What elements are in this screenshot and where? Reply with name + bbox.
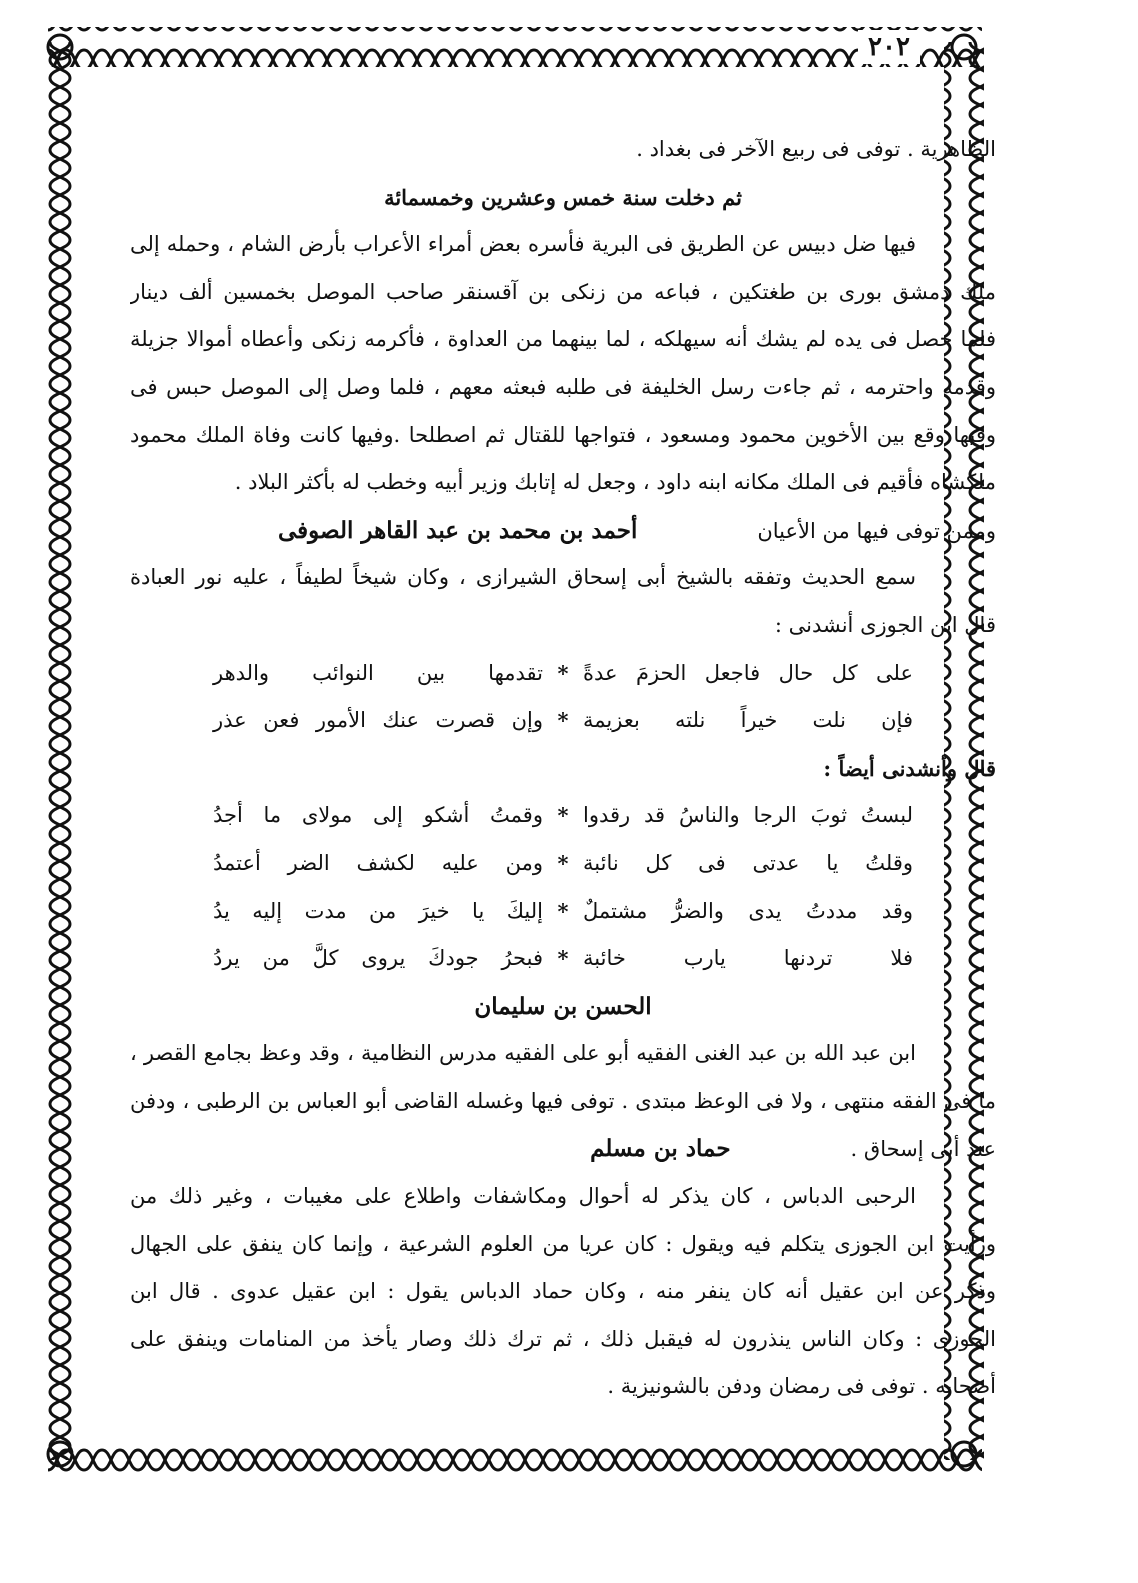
biography-name: حماد بن مسلم <box>590 1135 731 1163</box>
verse-separator: * <box>557 850 569 876</box>
verse-first-hemistich: على كل حال فاجعل الحزمَ عدةً <box>583 660 913 685</box>
verse-second-hemistich: وقمتُ أشكو إلى مولاى ما أجدُ <box>213 803 543 828</box>
text-line: فيها ضل دبيس عن الطريق فى البرية فأسره بعض أمراء الأعراب بأرض الشام ، وحمله إلى <box>130 232 916 257</box>
verse-second-hemistich: فبحرُ جودكَ يروى كلَّ من يردُ <box>213 946 543 971</box>
text-line: وذكر عن ابن عقيل أنه كان ينفر منه ، وكان حماد الدباس يقول : ابن عقيل عدوى . قال ابن <box>130 1279 996 1304</box>
text-line: وفيها وقع بين الأخوين محمود ومسعود ، فتواجها للقتال ثم اصطلحا .وفيها كانت وفاة الملك محمود <box>130 422 996 447</box>
text-line: أصحابه . توفى فى رمضان ودفن بالشونيزية . <box>607 1374 996 1399</box>
poem-verse <box>130 792 996 840</box>
year-heading: ثم دخلت سنة خمس وعشرين وخمسمائة <box>384 184 742 210</box>
text-line: ورأيت ابن الجوزى يتكلم فيه ويقول : كان عريا من العلوم الشرعية ، وإنما كان ينفق على الجهال <box>130 1231 996 1256</box>
poem-verse <box>130 697 996 745</box>
verse-second-hemistich: وإن قصرت عنك الأمور فعن عذر <box>213 708 543 733</box>
verse-first-hemistich: فلا تردنها يارب خائبة <box>583 946 913 971</box>
text-line: الجوزى : وكان الناس ينذرون له فيقبل ذلك ، ثم ترك ذلك وصار يأخذ من المنامات وينفق على <box>130 1326 996 1351</box>
notables-line <box>130 507 996 555</box>
text-line: ما فى الفقه منتهى ، ولا فى الوعظ مبتدى . توفى فيها وغسله القاضى أبو العباس بن الرطبى ، ودفن <box>130 1088 996 1113</box>
text-line: قال ابن الجوزى أنشدنى : <box>774 612 996 637</box>
verse-second-hemistich: إليكَ يا خيرَ من مدت إليه يدُ <box>213 898 543 923</box>
poem-verse <box>130 650 996 698</box>
verse-separator: * <box>557 898 569 924</box>
text-line: الرحبى الدباس ، كان يذكر له أحوال ومكاشفات واطلاع على مغيبات ، وغير ذلك من <box>130 1184 916 1209</box>
verse-first-hemistich: وقلتُ يا عدتى فى كل نائبة <box>583 850 913 875</box>
verse-separator: * <box>557 660 569 686</box>
text-line: ملك دمشق بورى بن طغتكين ، فباعه من زنكى بن آقسنقر صاحب الموصل بخمسين ألف دينار <box>130 279 996 304</box>
verse-first-hemistich: فإن نلت خيراً نلته بعزيمة <box>583 708 913 733</box>
text-line: وقدمه واحترمه ، ثم جاءت رسل الخليفة فى طلبه فبعثه معهم ، فلما وصل إلى الموصل حبس فى <box>130 374 996 399</box>
verse-second-hemistich: تقدمها بين النوائب والدهر <box>213 660 543 685</box>
text-line: الظاهرية . توفى فى ربيع الآخر فى بغداد . <box>636 137 996 161</box>
verse-separator: * <box>557 946 569 972</box>
notables-intro: وممن توفى فيها من الأعيان <box>757 518 996 543</box>
verse-second-hemistich: ومن عليه لكشف الضر أعتمدُ <box>213 850 543 875</box>
poem-intro: قال وأنشدنى أيضاً : <box>823 755 996 781</box>
text-line-with-name <box>130 1125 996 1173</box>
text-line: فلما حصل فى يده لم يشك أنه سيهلكه ، لما بينهما من العداوة ، فأكرمه زنكى وأعطاه أموالا جزيلة <box>130 327 996 352</box>
poem-verse <box>130 935 996 983</box>
text-fragment: عند أبى إسحاق . <box>850 1137 996 1162</box>
biography-name: أحمد بن محمد بن عبد القاهر الصوفى <box>277 516 638 544</box>
text-line: سمع الحديث وتفقه بالشيخ أبى إسحاق الشيرازى ، وكان شيخاً لطيفاً ، عليه نور العبادة <box>130 565 916 590</box>
page-body <box>130 126 996 1411</box>
text-line: ملكشاه فأقيم فى الملك مكانه ابنه داود ، وجعل له إتابك وزير أبيه وخطب له بأكثر البلاد . <box>234 470 996 495</box>
text-line: ابن عبد الله بن عبد الغنى الفقيه أبو على الفقيه مدرس النظامية ، وقد وعظ بجامع القصر ، <box>130 1041 916 1066</box>
verse-separator: * <box>557 803 569 829</box>
verse-first-hemistich: لبستُ ثوبَ الرجا والناسُ قد رقدوا <box>583 803 913 828</box>
verse-separator: * <box>557 708 569 734</box>
page-number: ٢٠٢ <box>858 30 920 64</box>
verse-first-hemistich: وقد مددتُ يدى والضرُّ مشتملٌ <box>583 898 913 923</box>
poem-verse <box>130 840 996 888</box>
poem-verse <box>130 888 996 936</box>
biography-name: الحسن بن سليمان <box>474 992 652 1020</box>
